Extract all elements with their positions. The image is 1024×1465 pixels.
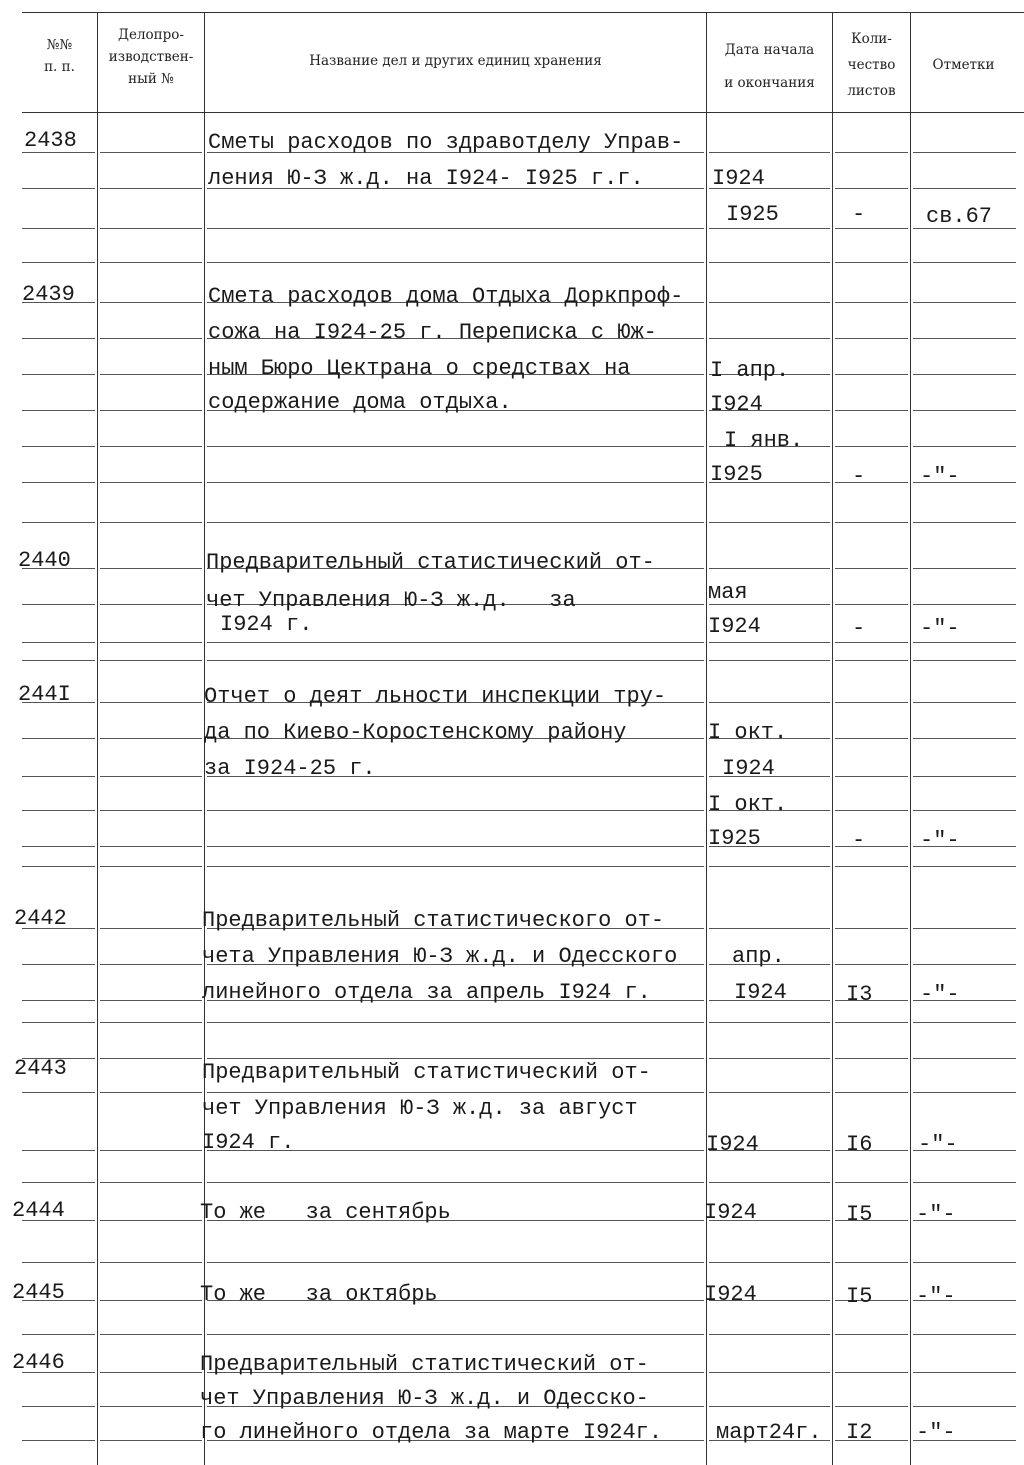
- row-rule: [207, 660, 704, 661]
- row-rule: [100, 522, 202, 523]
- row-rule: [835, 522, 908, 523]
- row-rule: [835, 964, 908, 965]
- row-rule: [709, 1022, 830, 1023]
- entry-title-line: чета Управления Ю-З ж.д. и Одесского: [202, 944, 678, 969]
- row-rule: [22, 188, 95, 189]
- row-rule: [913, 410, 1016, 411]
- row-rule: [100, 964, 202, 965]
- row-rule: [835, 642, 908, 643]
- entry-number: 2440: [18, 548, 71, 573]
- row-rule: [709, 338, 830, 339]
- row-rule: [913, 262, 1016, 263]
- entry-title-line: ления Ю-З ж.д. на I924- I925 г.г.: [208, 166, 644, 191]
- row-rule: [835, 1406, 908, 1407]
- row-rule: [709, 522, 830, 523]
- row-rule: [913, 188, 1016, 189]
- row-rule: [913, 866, 1016, 867]
- entry-notes: -"-: [920, 616, 960, 641]
- entry-title-line: линейного отдела за апрель I924 г.: [202, 980, 651, 1005]
- entry-number: 2446: [12, 1350, 65, 1375]
- row-rule: [22, 604, 95, 605]
- entry-date: апр.: [732, 944, 785, 969]
- row-rule: [100, 410, 202, 411]
- entry-sheet-count: -: [852, 616, 866, 641]
- row-rule: [835, 604, 908, 605]
- entry-date: I925: [710, 462, 763, 487]
- entry-title-line: го линейного отдела за марте I924г.: [200, 1420, 663, 1445]
- row-rule: [835, 1262, 908, 1263]
- row-rule: [22, 338, 95, 339]
- entry-title-line: Предварительный статистического от-: [202, 908, 665, 933]
- row-rule: [835, 262, 908, 263]
- row-rule: [835, 410, 908, 411]
- row-rule: [100, 1406, 202, 1407]
- row-rule: [913, 302, 1016, 303]
- entry-title-line: Сметы расходов по здравотделу Управ-: [208, 130, 684, 155]
- row-rule: [835, 738, 908, 739]
- row-rule: [835, 702, 908, 703]
- row-rule: [22, 846, 95, 847]
- row-rule: [100, 1262, 202, 1263]
- entry-date: I925: [708, 826, 761, 851]
- row-rule: [22, 964, 95, 965]
- row-rule: [709, 1334, 830, 1335]
- row-rule: [709, 1058, 830, 1059]
- header-col-office-number: Делопро- изводствен- ный №: [108, 27, 194, 87]
- row-rule: [835, 866, 908, 867]
- entry-date: I924: [710, 392, 763, 417]
- row-rule: [835, 810, 908, 811]
- column-divider: [706, 12, 707, 1465]
- row-rule: [709, 152, 830, 153]
- entry-date: I925: [726, 202, 779, 227]
- row-rule: [913, 776, 1016, 777]
- row-rule: [913, 446, 1016, 447]
- entry-title-line: То же за октябрь: [200, 1282, 438, 1307]
- table-top-rule: [22, 12, 1024, 13]
- entry-title-line: Предварительный статистический от-: [200, 1352, 649, 1377]
- entry-date: I924: [706, 1132, 759, 1157]
- entry-title-line: чет Управления Ю-З ж.д. за: [206, 588, 576, 613]
- row-rule: [22, 1406, 95, 1407]
- row-rule: [100, 1092, 202, 1093]
- row-rule: [22, 738, 95, 739]
- row-rule: [100, 846, 202, 847]
- entry-notes: -"-: [918, 1132, 958, 1157]
- entry-notes: -"-: [916, 1420, 956, 1445]
- entry-notes: св.67: [926, 204, 993, 229]
- row-rule: [913, 660, 1016, 661]
- entry-title-line: сожа на I924-25 г. Переписка с Юж-: [208, 320, 657, 345]
- row-rule: [100, 1000, 202, 1001]
- entry-sheet-count: I2: [846, 1420, 873, 1445]
- row-rule: [22, 1334, 95, 1335]
- entry-notes: -"-: [920, 464, 960, 489]
- row-rule: [913, 522, 1016, 523]
- row-rule: [835, 1334, 908, 1335]
- entry-date: I924: [704, 1282, 757, 1307]
- row-rule: [207, 866, 704, 867]
- row-rule: [709, 1092, 830, 1093]
- row-rule: [100, 1022, 202, 1023]
- row-rule: [22, 228, 95, 229]
- entry-title-line: ным Бюро Цектрана о средствах на: [208, 356, 631, 381]
- row-rule: [100, 810, 202, 811]
- row-rule: [22, 776, 95, 777]
- row-rule: [709, 1262, 830, 1263]
- row-rule: [100, 604, 202, 605]
- entry-date: I янв.: [724, 428, 804, 453]
- row-rule: [100, 1440, 202, 1441]
- entry-number: 2443: [14, 1056, 67, 1081]
- row-rule: [22, 810, 95, 811]
- row-rule: [913, 1182, 1016, 1183]
- row-rule: [100, 1372, 202, 1373]
- row-rule: [913, 604, 1016, 605]
- entry-title-line: Предварительный статистический от-: [206, 550, 655, 575]
- entry-date: I924: [708, 614, 761, 639]
- entry-title-line: Отчет о деят льности инспекции тру-: [204, 684, 667, 709]
- row-rule: [835, 482, 908, 483]
- row-rule: [22, 1092, 95, 1093]
- row-rule: [835, 338, 908, 339]
- entry-notes: -"-: [916, 1284, 956, 1309]
- row-rule: [100, 1334, 202, 1335]
- row-rule: [207, 642, 704, 643]
- row-rule: [22, 1440, 95, 1441]
- entry-number: 2445: [12, 1280, 65, 1305]
- entry-title-line: чет Управления Ю-З ж.д. и Одесско-: [200, 1386, 649, 1411]
- row-rule: [207, 522, 704, 523]
- header-col-notes: Отметки: [932, 57, 995, 73]
- row-rule: [913, 1372, 1016, 1373]
- row-rule: [913, 338, 1016, 339]
- row-rule: [207, 446, 704, 447]
- row-rule: [22, 1150, 95, 1151]
- row-rule: [835, 846, 908, 847]
- entry-title-line: да по Киево-Коростенскому району: [204, 720, 627, 745]
- header-col-count: Коли- чество листов: [847, 31, 896, 99]
- entry-title-line: I924 г.: [220, 612, 313, 637]
- entry-title-line: за I924-25 г.: [204, 756, 376, 781]
- row-rule: [100, 642, 202, 643]
- row-rule: [913, 928, 1016, 929]
- column-divider: [910, 12, 911, 1465]
- row-rule: [207, 262, 704, 263]
- row-rule: [100, 262, 202, 263]
- entry-date: I924: [734, 980, 787, 1005]
- row-rule: [100, 702, 202, 703]
- entry-date: мая: [708, 580, 748, 605]
- header-bottom-rule: [22, 112, 1024, 113]
- entry-sheet-count: -: [852, 828, 866, 853]
- row-rule: [709, 262, 830, 263]
- row-rule: [709, 1182, 830, 1183]
- row-rule: [207, 810, 704, 811]
- row-rule: [913, 152, 1016, 153]
- entry-number: 244I: [18, 682, 71, 707]
- row-rule: [100, 152, 202, 153]
- entry-number: 2444: [12, 1198, 65, 1223]
- entry-date: I924: [712, 166, 765, 191]
- entry-sheet-count: I5: [846, 1202, 873, 1227]
- row-rule: [913, 702, 1016, 703]
- row-rule: [709, 1372, 830, 1373]
- entry-date: I окт.: [708, 720, 788, 745]
- entry-date: I924: [722, 756, 775, 781]
- row-rule: [100, 302, 202, 303]
- row-rule: [207, 1262, 704, 1263]
- entry-date: I апр.: [710, 358, 790, 383]
- row-rule: [100, 228, 202, 229]
- row-rule: [22, 1262, 95, 1263]
- row-rule: [913, 1406, 1016, 1407]
- entry-number: 2438: [24, 128, 77, 153]
- row-rule: [207, 482, 704, 483]
- row-rule: [913, 738, 1016, 739]
- row-rule: [913, 1334, 1016, 1335]
- row-rule: [913, 568, 1016, 569]
- row-rule: [22, 446, 95, 447]
- entry-title-line: I924 г.: [202, 1130, 295, 1155]
- row-rule: [835, 1182, 908, 1183]
- row-rule: [913, 1058, 1016, 1059]
- row-rule: [835, 568, 908, 569]
- row-rule: [22, 1182, 95, 1183]
- row-rule: [709, 866, 830, 867]
- row-rule: [100, 928, 202, 929]
- row-rule: [709, 302, 830, 303]
- row-rule: [207, 1022, 704, 1023]
- row-rule: [22, 1022, 95, 1023]
- row-rule: [100, 776, 202, 777]
- entry-title-line: Смета расходов дома Отдыха Доркпроф-: [208, 284, 684, 309]
- row-rule: [709, 702, 830, 703]
- entry-title-line: То же за сентябрь: [200, 1200, 451, 1225]
- row-rule: [835, 228, 908, 229]
- entry-number: 2439: [22, 282, 75, 307]
- row-rule: [835, 302, 908, 303]
- row-rule: [22, 262, 95, 263]
- entry-number: 2442: [14, 906, 67, 931]
- row-rule: [100, 482, 202, 483]
- entry-sheet-count: I5: [846, 1284, 873, 1309]
- row-rule: [22, 522, 95, 523]
- row-rule: [22, 1000, 95, 1001]
- row-rule: [709, 568, 830, 569]
- row-rule: [100, 188, 202, 189]
- row-rule: [835, 152, 908, 153]
- row-rule: [100, 1182, 202, 1183]
- header-col-number: №№ п. п.: [44, 37, 75, 75]
- row-rule: [100, 1300, 202, 1301]
- row-rule: [22, 642, 95, 643]
- row-rule: [913, 810, 1016, 811]
- row-rule: [100, 1058, 202, 1059]
- row-rule: [835, 928, 908, 929]
- row-rule: [835, 374, 908, 375]
- column-divider: [832, 12, 833, 1465]
- row-rule: [100, 1150, 202, 1151]
- row-rule: [22, 660, 95, 661]
- row-rule: [913, 1092, 1016, 1093]
- row-rule: [207, 228, 704, 229]
- row-rule: [207, 846, 704, 847]
- row-rule: [913, 1022, 1016, 1023]
- row-rule: [709, 1406, 830, 1407]
- row-rule: [22, 482, 95, 483]
- header-col-title: Название дел и других единиц хранения: [309, 53, 602, 69]
- row-rule: [207, 1334, 704, 1335]
- row-rule: [835, 188, 908, 189]
- row-rule: [835, 446, 908, 447]
- row-rule: [709, 660, 830, 661]
- row-rule: [913, 964, 1016, 965]
- row-rule: [22, 410, 95, 411]
- row-rule: [835, 1092, 908, 1093]
- entry-notes: -"-: [920, 828, 960, 853]
- entry-date: I924: [704, 1200, 757, 1225]
- row-rule: [835, 660, 908, 661]
- row-rule: [100, 1220, 202, 1221]
- entry-title-line: Предварительный статистический от-: [202, 1060, 651, 1085]
- row-rule: [835, 1372, 908, 1373]
- entry-sheet-count: I6: [846, 1132, 873, 1157]
- row-rule: [913, 374, 1016, 375]
- row-rule: [913, 1262, 1016, 1263]
- row-rule: [22, 374, 95, 375]
- row-rule: [100, 338, 202, 339]
- column-divider: [97, 12, 98, 1465]
- header-col-dates: Дата начала и окончания: [724, 42, 815, 91]
- row-rule: [100, 866, 202, 867]
- row-rule: [100, 374, 202, 375]
- row-rule: [100, 568, 202, 569]
- row-rule: [100, 660, 202, 661]
- entry-title-line: чет Управления Ю-З ж.д. за август: [202, 1096, 638, 1121]
- row-rule: [100, 738, 202, 739]
- row-rule: [835, 1022, 908, 1023]
- row-rule: [100, 446, 202, 447]
- entry-sheet-count: -: [852, 464, 866, 489]
- row-rule: [207, 1182, 704, 1183]
- row-rule: [835, 1058, 908, 1059]
- row-rule: [709, 928, 830, 929]
- row-rule: [835, 776, 908, 777]
- entry-date: март24г.: [716, 1420, 822, 1445]
- entry-notes: -"-: [916, 1202, 956, 1227]
- entry-notes: -"-: [920, 982, 960, 1007]
- row-rule: [22, 866, 95, 867]
- entry-sheet-count: I3: [846, 982, 873, 1007]
- entry-date: I окт.: [708, 792, 788, 817]
- entry-sheet-count: -: [852, 202, 866, 227]
- entry-title-line: содержание дома отдыха.: [208, 390, 512, 415]
